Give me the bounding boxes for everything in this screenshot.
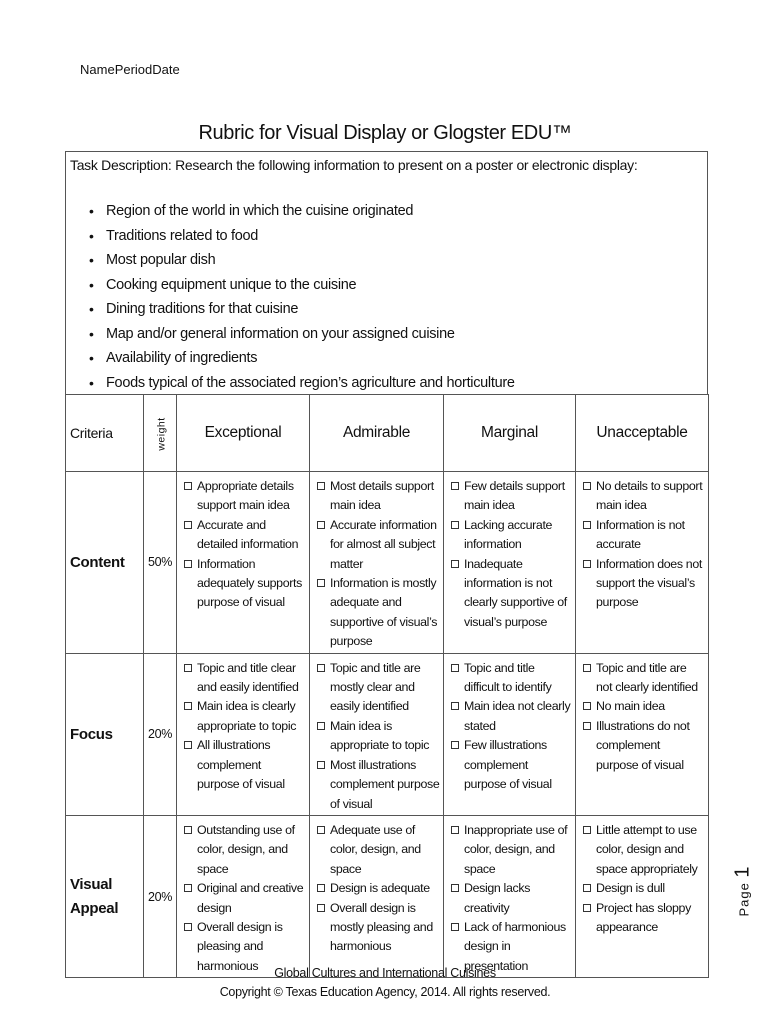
table-row <box>66 815 709 977</box>
criterion-items <box>577 655 707 775</box>
period-label: Period <box>114 62 153 77</box>
exceptional-header: Exceptional <box>177 395 310 472</box>
item-text: Topic and title are mostly clear and easily identified <box>330 660 421 714</box>
item-text: Original and creative design <box>197 881 304 915</box>
checkbox-icon[interactable] <box>317 722 325 730</box>
list-item <box>583 659 705 698</box>
admirable-cell <box>310 653 444 815</box>
checkbox-icon[interactable] <box>317 904 325 912</box>
checkbox-icon[interactable] <box>184 741 192 749</box>
checkbox-icon[interactable] <box>583 560 591 568</box>
date-label: Date <box>152 62 180 77</box>
unacceptable-cell <box>576 472 709 654</box>
task-item: • Foods typical of the associated region’s agriculture and horticulture <box>66 375 515 400</box>
checkbox-icon[interactable] <box>583 884 591 892</box>
criterion-items <box>311 817 442 957</box>
checkbox-icon[interactable] <box>184 702 192 710</box>
item-text: Few illustrations complement purpose of visual <box>464 738 552 792</box>
unacceptable-header: Unacceptable <box>576 395 709 472</box>
list-item <box>317 879 440 898</box>
task-item: • Cooking equipment unique to the cuisine <box>66 277 515 302</box>
item-text: Adequate use of color, design, and space <box>330 822 421 876</box>
list-item <box>583 879 705 898</box>
list-item <box>583 516 705 555</box>
table-row <box>66 653 709 815</box>
checkbox-icon[interactable] <box>451 664 459 672</box>
student-info-line <box>80 62 700 77</box>
list-item <box>451 879 572 918</box>
list-item <box>583 555 705 613</box>
checkbox-icon[interactable] <box>451 560 459 568</box>
list-item <box>184 879 306 918</box>
checkbox-icon[interactable] <box>583 702 591 710</box>
list-item <box>184 659 306 698</box>
criterion-name: Visual Appeal <box>66 815 144 977</box>
marginal-header: Marginal <box>444 395 576 472</box>
criterion-items <box>311 473 442 652</box>
admirable-cell <box>310 472 444 654</box>
item-text: Lack of harmonious design in presentation <box>464 919 566 973</box>
item-text: Main idea not clearly stated <box>464 699 571 733</box>
item-text: Design lacks creativity <box>464 881 531 915</box>
list-item <box>317 756 440 814</box>
item-text: Inadequate information is not clearly supportive of visual’s purpose <box>464 556 567 629</box>
list-item <box>317 516 440 574</box>
item-text: No details to support main idea <box>596 479 703 513</box>
checkbox-icon[interactable] <box>451 702 459 710</box>
admirable-header: Admirable <box>310 395 444 472</box>
list-item <box>451 736 572 794</box>
list-item <box>184 697 306 736</box>
item-text: Information is mostly adequate and supportive of visual’s purpose <box>330 576 438 649</box>
task-description-box <box>65 151 708 395</box>
checkbox-icon[interactable] <box>583 482 591 490</box>
item-text: Main idea is appropriate to topic <box>330 718 430 753</box>
checkbox-icon[interactable] <box>451 884 459 892</box>
unacceptable-cell <box>576 653 709 815</box>
checkbox-icon[interactable] <box>317 579 325 587</box>
criterion-items <box>577 473 707 613</box>
name-label: Name <box>80 62 115 77</box>
page-title: Rubric for Visual Display or Glogster EDU™ <box>198 122 572 144</box>
checkbox-icon[interactable] <box>184 923 192 931</box>
list-item <box>317 574 440 652</box>
list-item <box>184 555 306 613</box>
item-text: Inappropriate use of color, design, and space <box>464 822 568 876</box>
checkbox-icon[interactable] <box>184 664 192 672</box>
unacceptable-cell <box>576 815 709 977</box>
list-item <box>184 477 306 516</box>
checkbox-icon[interactable] <box>583 521 591 529</box>
exceptional-cell <box>177 653 310 815</box>
item-text: Little attempt to use color, design and space appropriately <box>596 822 698 876</box>
marginal-cell <box>444 815 576 977</box>
criterion-weight: 20% <box>144 815 177 977</box>
checkbox-icon[interactable] <box>451 826 459 834</box>
criterion-items <box>445 655 574 795</box>
criterion-items <box>311 655 442 814</box>
weight-header <box>144 395 177 472</box>
page-number: 1 <box>731 866 754 878</box>
footer-copyright: Copyright © Texas Education Agency, 2014. All rights reserved. <box>219 985 551 999</box>
item-text: All illustrations complement purpose of visual <box>197 738 285 792</box>
list-item <box>451 555 572 633</box>
footer <box>0 964 770 1002</box>
checkbox-icon[interactable] <box>583 904 591 912</box>
exceptional-cell <box>177 472 310 654</box>
task-item: • Dining traditions for that cuisine <box>66 301 515 326</box>
list-item <box>583 477 705 516</box>
item-text: Information adequately supports purpose of visual <box>197 556 302 610</box>
marginal-cell <box>444 653 576 815</box>
checkbox-icon[interactable] <box>317 761 325 769</box>
criterion-weight: 20% <box>144 653 177 815</box>
checkbox-icon[interactable] <box>583 664 591 672</box>
task-item: • Traditions related to food <box>66 228 515 253</box>
checkbox-icon[interactable] <box>317 521 325 529</box>
checkbox-icon[interactable] <box>451 521 459 529</box>
table-row <box>66 472 709 654</box>
criterion-items <box>178 655 308 795</box>
item-text: Project has sloppy appearance <box>596 900 691 934</box>
checkbox-icon[interactable] <box>184 560 192 568</box>
checkbox-icon[interactable] <box>317 826 325 834</box>
criterion-items <box>445 473 574 632</box>
list-item <box>583 697 705 716</box>
checkbox-icon[interactable] <box>583 826 591 834</box>
criteria-header: Criteria <box>66 395 144 472</box>
checkbox-icon[interactable] <box>184 884 192 892</box>
list-item <box>451 697 572 736</box>
item-text: Main idea is clearly appropriate to topic <box>197 699 297 733</box>
item-text: Few details support main idea <box>464 479 565 513</box>
list-item <box>317 659 440 717</box>
footer-course: Global Cultures and International Cuisines <box>274 966 496 980</box>
criterion-name: Content <box>66 472 144 654</box>
item-text: Appropriate details support main idea <box>197 479 294 513</box>
criterion-items <box>178 817 308 976</box>
item-text: Overall design is pleasing and harmonious <box>197 919 283 973</box>
item-text: Illustrations do not complement purpose of visual <box>596 718 690 772</box>
item-text: No main idea <box>596 699 665 714</box>
list-item <box>583 899 705 938</box>
task-item: • Region of the world in which the cuisine originated <box>66 203 515 228</box>
checkbox-icon[interactable] <box>451 482 459 490</box>
item-text: Outstanding use of color, design, and space <box>197 822 295 876</box>
list-item <box>317 821 440 879</box>
item-text: Information does not support the visual’s purpose <box>596 556 702 610</box>
item-text: Accurate information for almost all subject matter <box>330 517 437 571</box>
task-item: • Map and/or general information on your assigned cuisine <box>66 326 515 351</box>
task-item: • Availability of ingredients <box>66 350 515 375</box>
checkbox-icon[interactable] <box>451 741 459 749</box>
item-text: Lacking accurate information <box>464 517 553 552</box>
checkbox-icon[interactable] <box>184 482 192 490</box>
list-item <box>451 821 572 879</box>
page-label-text: Page <box>736 877 752 917</box>
criterion-name: Focus <box>66 653 144 815</box>
checkbox-icon[interactable] <box>583 722 591 730</box>
list-item <box>583 821 705 879</box>
list-item <box>583 717 705 775</box>
list-item <box>184 516 306 555</box>
criterion-items <box>445 817 574 976</box>
list-item <box>317 717 440 756</box>
table-header-row <box>66 395 709 472</box>
list-item <box>317 899 440 957</box>
item-text: Most details support main idea <box>330 479 434 513</box>
item-text: Accurate and detailed information <box>197 517 299 552</box>
criterion-weight: 50% <box>144 472 177 654</box>
page-number-label <box>718 860 758 920</box>
item-text: Overall design is mostly pleasing and harmonious <box>330 900 433 954</box>
admirable-cell <box>310 815 444 977</box>
task-list <box>66 203 515 399</box>
list-item <box>184 736 306 794</box>
item-text: Information is not accurate <box>596 517 685 552</box>
item-text: Topic and title difficult to identify <box>464 660 552 695</box>
list-item <box>451 659 572 698</box>
exceptional-cell <box>177 815 310 977</box>
task-item: • Most popular dish <box>66 252 515 277</box>
item-text: Design is dull <box>596 881 665 896</box>
criterion-items <box>577 817 707 937</box>
list-item <box>184 821 306 879</box>
marginal-cell <box>444 472 576 654</box>
list-item <box>451 516 572 555</box>
checkbox-icon[interactable] <box>184 521 192 529</box>
checkbox-icon[interactable] <box>317 482 325 490</box>
item-text: Most illustrations complement purpose of visual <box>330 757 440 811</box>
item-text: Topic and title clear and easily identified <box>197 660 299 695</box>
checkbox-icon[interactable] <box>317 884 325 892</box>
checkbox-icon[interactable] <box>317 664 325 672</box>
checkbox-icon[interactable] <box>184 826 192 834</box>
checkbox-icon[interactable] <box>451 923 459 931</box>
item-text: Design is adequate <box>330 881 430 896</box>
rubric-table <box>65 394 709 978</box>
item-text: Topic and title are not clearly identified <box>596 660 698 695</box>
task-description: Task Description: Research the following information to present on a poster or electronic display: <box>70 157 638 173</box>
list-item <box>451 477 572 516</box>
list-item <box>317 477 440 516</box>
criterion-items <box>178 473 308 613</box>
weight-header-label: weight <box>155 417 168 451</box>
